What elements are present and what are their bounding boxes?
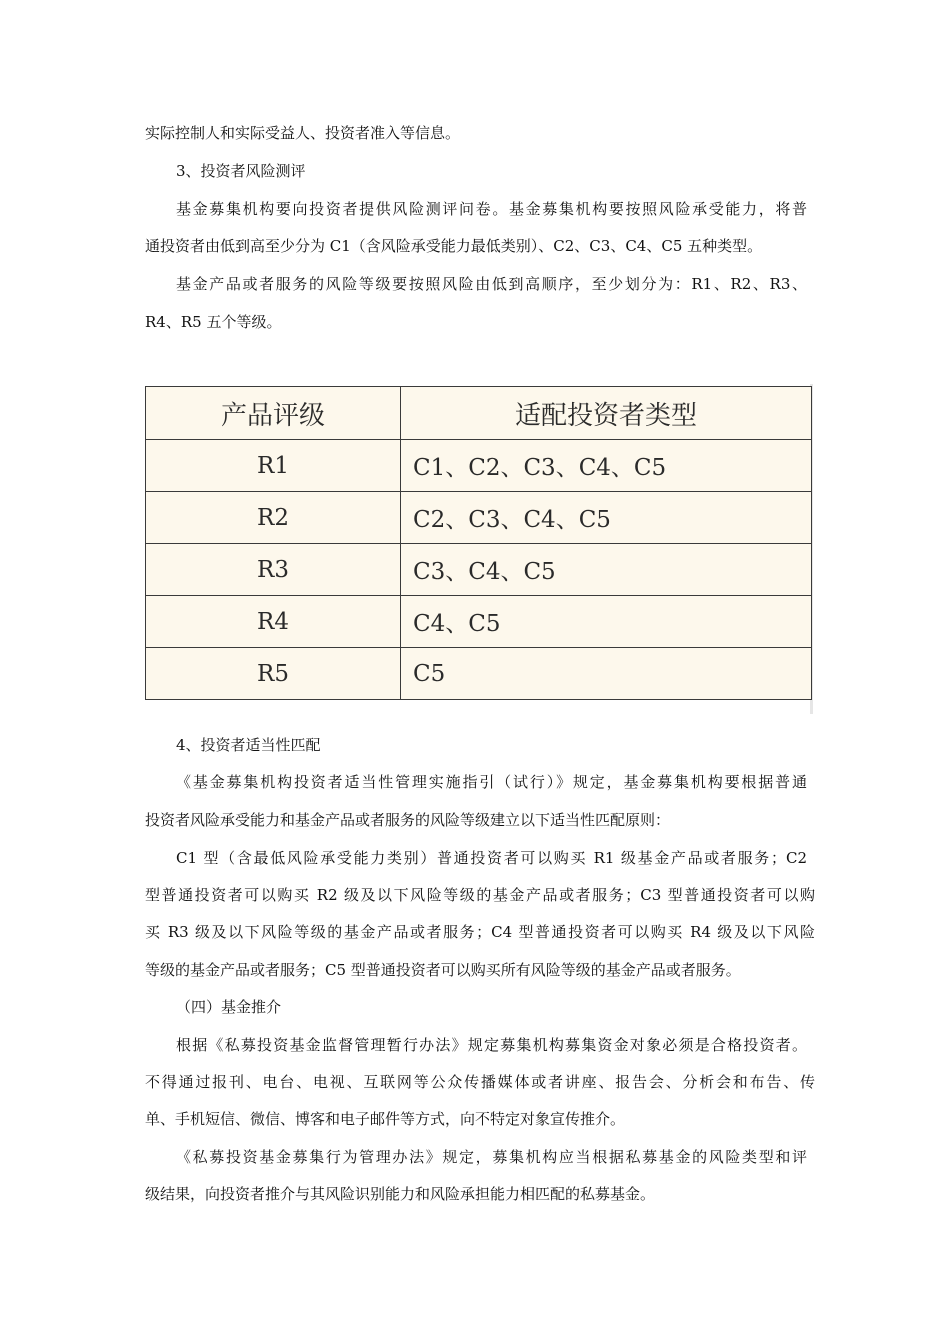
- paragraph-line: 实际控制人和实际受益人、投资者准入等信息。: [145, 124, 461, 142]
- section-heading-risk-assessment: 3、投资者风险测评: [176, 162, 306, 180]
- paragraph-line: 通投资者由低到高至少分为 C1（含风险承受能力最低类别）、C2、C3、C4、C5 五种类型。: [145, 237, 763, 255]
- paragraph-line: C1 型（含最低风险承受能力类别）普通投资者可以购买 R1 级基金产品或者服务；C2: [176, 849, 807, 867]
- table-cell-investor-types: C4、C5: [401, 596, 812, 648]
- table-header-cell: 产品评级: [146, 387, 401, 440]
- paragraph-line: 《私募投资基金募集行为管理办法》规定，募集机构应当根据私募基金的风险类型和评: [176, 1148, 807, 1166]
- paragraph-line: 根据《私募投资基金监督管理暂行办法》规定募集机构募集资金对象必须是合格投资者。: [176, 1036, 807, 1054]
- table-cell-grade: R2: [146, 492, 401, 544]
- table-cell-grade: R5: [146, 648, 401, 700]
- table-row: [146, 596, 812, 648]
- section-heading-suitability-matching: 4、投资者适当性匹配: [176, 736, 321, 754]
- paragraph-line: 买 R3 级及以下风险等级的基金产品或者服务；C4 型普通投资者可以购买 R4 级及以下风险: [145, 923, 815, 941]
- table-row: [146, 440, 812, 492]
- table-cell-grade: R3: [146, 544, 401, 596]
- table-row: [146, 544, 812, 596]
- paragraph-line: 基金募集机构要向投资者提供风险测评问卷。基金募集机构要按照风险承受能力，将普: [176, 200, 807, 218]
- table-cell-investor-types: C2、C3、C4、C5: [401, 492, 812, 544]
- risk-matching-table: [145, 386, 812, 700]
- table-cell-investor-types: C5: [401, 648, 812, 700]
- paragraph-line: R4、R5 五个等级。: [145, 313, 282, 331]
- paragraph-line: 等级的基金产品或者服务；C5 型普通投资者可以购买所有风险等级的基金产品或者服务。: [145, 961, 741, 979]
- table-header-cell: 适配投资者类型: [401, 387, 812, 440]
- table-row: [146, 648, 812, 700]
- paragraph-line: 投资者风险承受能力和基金产品或者服务的风险等级建立以下适当性匹配原则：: [145, 811, 671, 829]
- paragraph-line: 基金产品或者服务的风险等级要按照风险由低到高顺序，至少划分为：R1、R2、R3、: [176, 275, 807, 293]
- section-heading-fund-promotion: （四）基金推介: [176, 998, 282, 1016]
- paragraph-line: 单、手机短信、微信、博客和电子邮件等方式，向不特定对象宣传推介。: [145, 1110, 626, 1128]
- table-cell-grade: R4: [146, 596, 401, 648]
- paragraph-line: 型普通投资者可以购买 R2 级及以下风险等级的基金产品或者服务；C3 型普通投资者可以购: [145, 886, 815, 904]
- table-row: [146, 492, 812, 544]
- table-header-row: [146, 387, 812, 440]
- paragraph-line: 级结果，向投资者推介与其风险识别能力和风险承担能力相匹配的私募基金。: [145, 1185, 656, 1203]
- table-cell-investor-types: C1、C2、C3、C4、C5: [401, 440, 812, 492]
- table-cell-investor-types: C3、C4、C5: [401, 544, 812, 596]
- paragraph-line: 《基金募集机构投资者适当性管理实施指引（试行）》规定，基金募集机构要根据普通: [176, 773, 807, 791]
- paragraph-line: 不得通过报刊、电台、电视、互联网等公众传播媒体或者讲座、报告会、分析会和布告、传: [145, 1073, 815, 1091]
- table-cell-grade: R1: [146, 440, 401, 492]
